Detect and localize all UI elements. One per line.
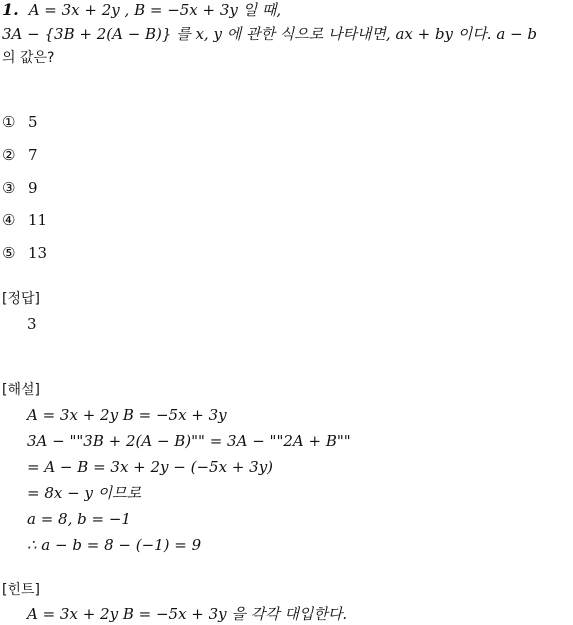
- choice-4[interactable]: [2, 210, 47, 230]
- choice-value: 7: [28, 146, 38, 164]
- choice-3[interactable]: [2, 178, 38, 198]
- choice-marker: ③: [2, 179, 16, 197]
- explanation-line-1: A = 3x + 2y B = −5x + 3y: [27, 406, 227, 424]
- explanation-line-4: = 8x − y 이므로: [27, 484, 142, 502]
- question-text-line-1: A = 3x + 2y , B = −5x + 3y 일 때,: [28, 1, 282, 19]
- hint-label: [힌트]: [2, 582, 40, 598]
- choice-2[interactable]: [2, 145, 38, 165]
- choice-value: 5: [28, 113, 38, 131]
- choice-value: 13: [28, 244, 48, 262]
- choice-value: 11: [28, 211, 48, 229]
- question-line-2: 3A − {3B + 2(A − B)} 를 x, y 에 관한 식으로 나타내면, ax + by 이다. a − b: [2, 25, 537, 43]
- explanation-line-2: 3A − ""3B + 2(A − B)"" = 3A − ""2A + B"": [27, 432, 351, 450]
- choice-marker: ①: [2, 113, 16, 131]
- explanation-line-6: ∴ a − b = 8 − (−1) = 9: [27, 536, 202, 554]
- choice-marker: ④: [2, 211, 16, 229]
- hint-text: A = 3x + 2y B = −5x + 3y 을 각각 대입한다.: [27, 605, 348, 623]
- choice-marker: ⑤: [2, 244, 16, 262]
- choice-value: 9: [28, 179, 38, 197]
- question-number: 1.: [2, 0, 19, 19]
- answer-value: 3: [27, 315, 37, 333]
- explanation-line-3: = A − B = 3x + 2y − (−5x + 3y): [27, 458, 274, 476]
- choice-1[interactable]: [2, 112, 38, 132]
- explanation-label: [해설]: [2, 382, 40, 398]
- choice-5[interactable]: [2, 243, 47, 263]
- explanation-line-5: a = 8, b = −1: [27, 510, 131, 528]
- question-line-1: [2, 0, 281, 20]
- answer-label: [정답]: [2, 291, 40, 307]
- choice-marker: ②: [2, 146, 16, 164]
- question-line-3: 의 값은?: [2, 50, 55, 66]
